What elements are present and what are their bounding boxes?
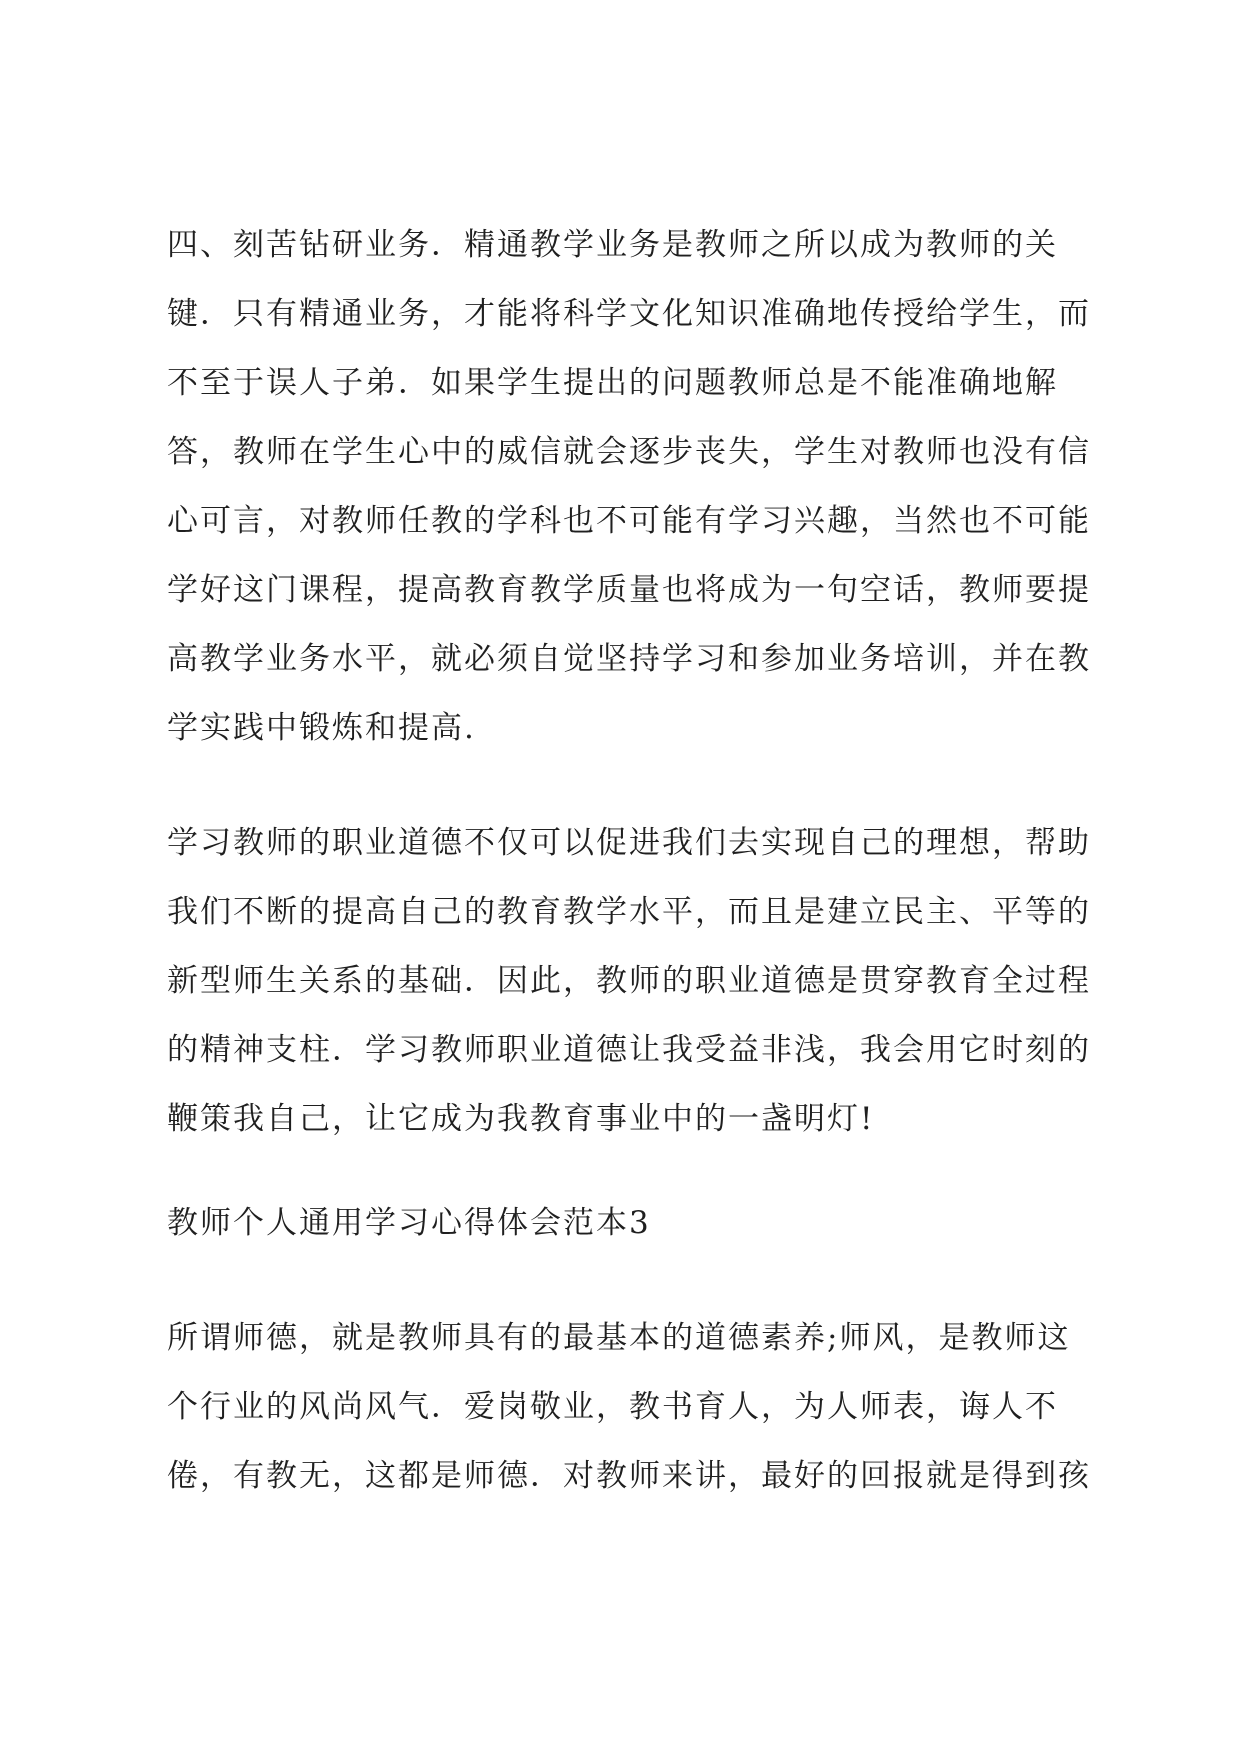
text-line: 新型师生关系的基础．因此，教师的职业道德是贯穿教育全过程 [167, 963, 1091, 999]
text-line: 鞭策我自己，让它成为我教育事业中的一盏明灯! [167, 1101, 875, 1137]
text-line: 答，教师在学生心中的威信就会逐步丧失，学生对教师也没有信 [167, 434, 1091, 470]
text-line: 的精神支柱．学习教师职业道德让我受益非浅，我会用它时刻的 [167, 1032, 1091, 1068]
text-line: 高教学业务水平，就必须自觉坚持学习和参加业务培训，并在教 [167, 641, 1091, 677]
text-line: 所谓师德，就是教师具有的最基本的道德素养;师风，是教师这 [167, 1320, 1071, 1356]
text-line: 倦，有教无，这都是师德．对教师来讲，最好的回报就是得到孩 [167, 1458, 1091, 1494]
section-heading: 教师个人通用学习心得体会范本3 [167, 1205, 651, 1241]
text-line: 心可言，对教师任教的学科也不可能有学习兴趣，当然也不可能 [167, 503, 1091, 539]
text-line: 学好这门课程，提高教育教学质量也将成为一句空话，教师要提 [167, 572, 1091, 608]
text-line: 学实践中锻炼和提高. [167, 710, 476, 746]
text-line: 我们不断的提高自己的教育教学水平，而且是建立民主、平等的 [167, 894, 1091, 930]
text-line: 不至于误人子弟．如果学生提出的问题教师总是不能准确地解 [167, 365, 1058, 401]
text-line: 个行业的风尚风气．爱岗敬业，教书育人，为人师表，诲人不 [167, 1389, 1058, 1425]
text-line: 学习教师的职业道德不仅可以促进我们去实现自己的理想，帮助 [167, 825, 1091, 861]
text-line: 键．只有精通业务，才能将科学文化知识准确地传授给学生，而 [167, 296, 1091, 332]
text-line: 四、刻苦钻研业务．精通教学业务是教师之所以成为教师的关 [167, 227, 1058, 263]
